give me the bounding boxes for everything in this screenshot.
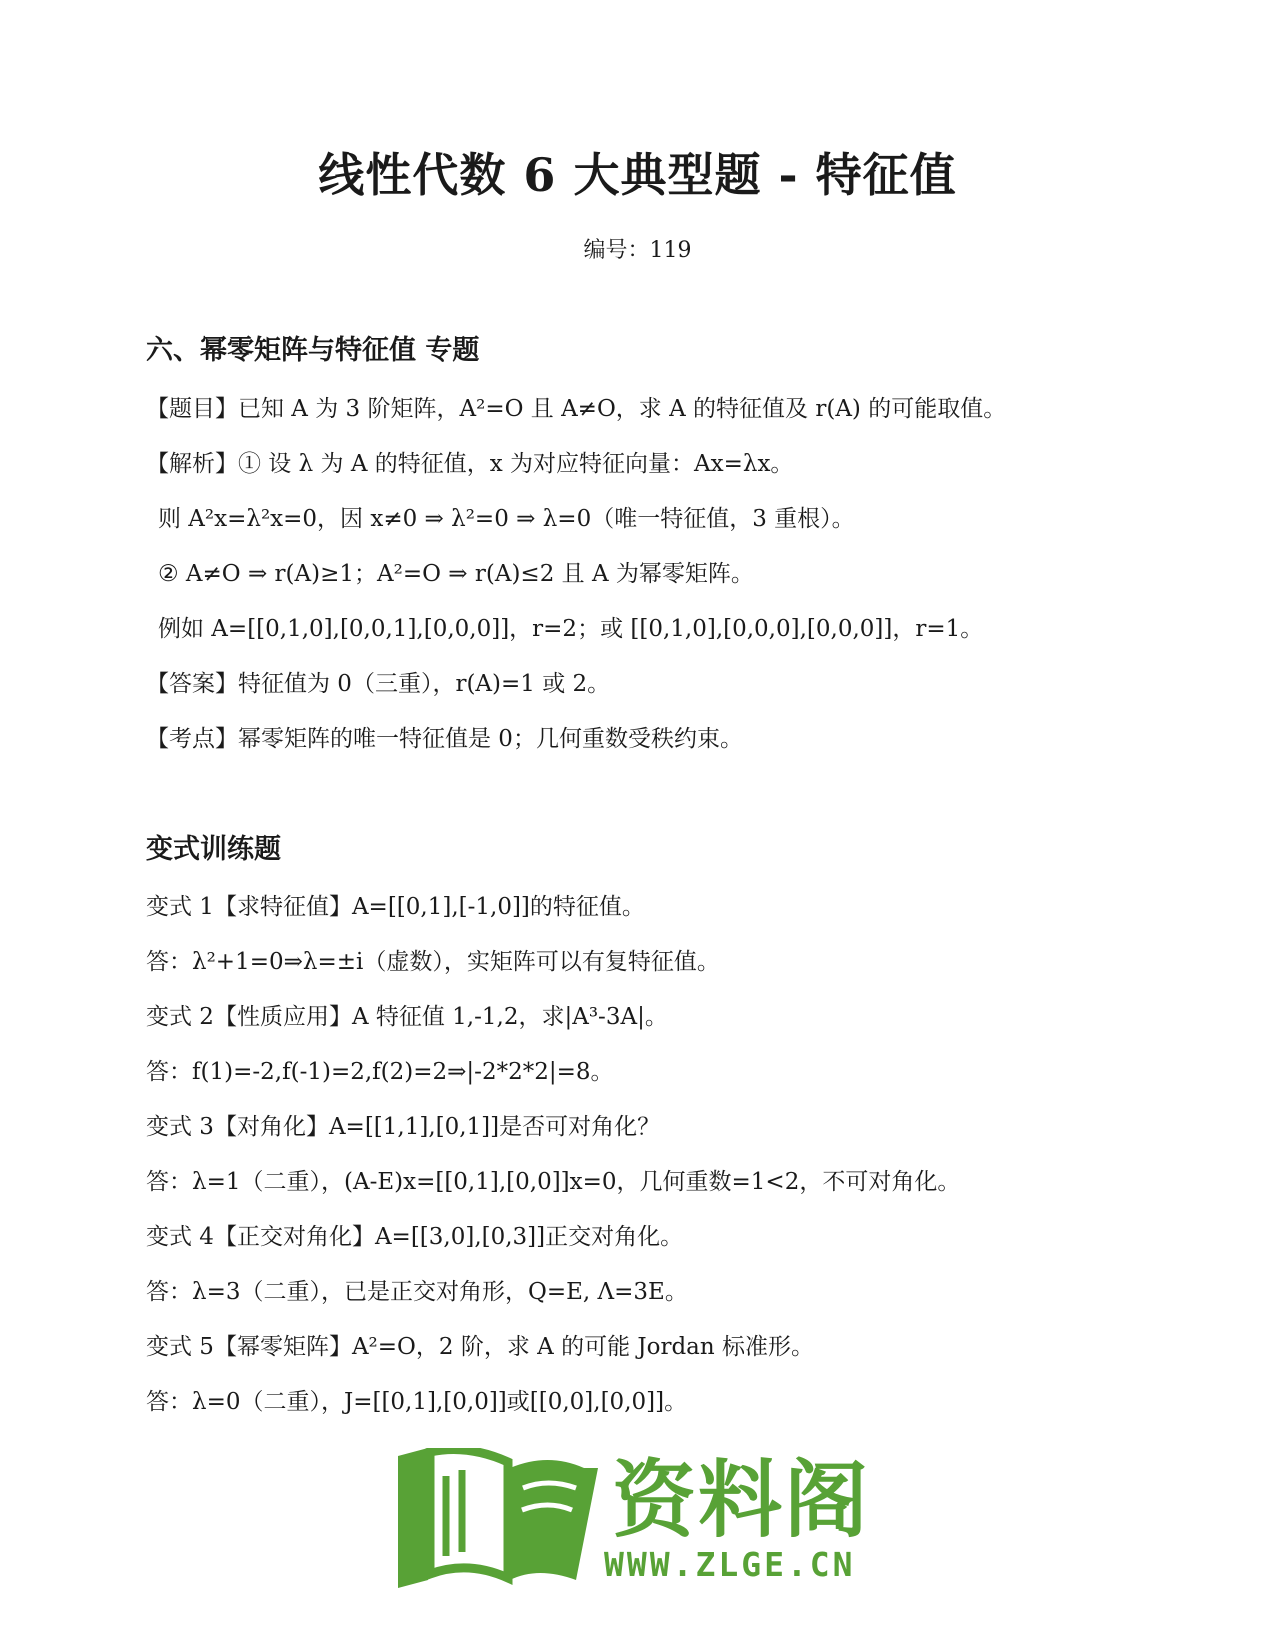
variant-2-question: 变式 2【性质应用】A 特征值 1,-1,2，求|A³-3A|。 xyxy=(146,1004,668,1030)
variant-2-answer: 答：f(1)=-2,f(-1)=2,f(2)=2⇒|-2*2*2|=8。 xyxy=(146,1059,614,1085)
variant-3-answer: 答：λ=1（二重），(A-E)x=[[0,1],[0,0]]x=0，几何重数=1<2，不可对角化。 xyxy=(146,1169,961,1195)
analysis-step-1-cont: 则 A²x=λ²x=0，因 x≠0 ⇒ λ²=0 ⇒ λ=0（唯一特征值，3 重根）。 xyxy=(158,506,855,532)
problem-statement: 【题目】已知 A 为 3 阶矩阵，A²=O 且 A≠O，求 A 的特征值及 r(A) 的可能取值。 xyxy=(146,396,1007,422)
page-title: 线性代数 6 大典型题 - 特征值 xyxy=(318,148,957,202)
watermark-url: WWW.ZLGE.CN xyxy=(604,1545,856,1584)
analysis-example: 例如 A=[[0,1,0],[0,0,1],[0,0,0]]，r=2；或 [[0,1,0],[0,0,0],[0,0,0]]，r=1。 xyxy=(158,616,984,642)
analysis-step-2: ② A≠O ⇒ r(A)≥1；A²=O ⇒ r(A)≤2 且 A 为幂零矩阵。 xyxy=(158,561,754,587)
key-point-line: 【考点】幂零矩阵的唯一特征值是 0；几何重数受秩约束。 xyxy=(146,726,743,752)
analysis-step-1: 【解析】① 设 λ 为 A 的特征值，x 为对应特征向量：Ax=λx。 xyxy=(146,451,794,477)
section-heading-variants: 变式训练题 xyxy=(146,834,281,865)
variant-4-answer: 答：λ=3（二重），已是正交对角形，Q=E, Λ=3E。 xyxy=(146,1279,688,1305)
variant-4-question: 变式 4【正交对角化】A=[[3,0],[0,3]]正交对角化。 xyxy=(146,1224,684,1250)
section-heading-nilpotent: 六、幂零矩阵与特征值 专题 xyxy=(146,335,480,366)
variant-1-question: 变式 1【求特征值】A=[[0,1],[-1,0]]的特征值。 xyxy=(146,894,645,920)
variant-3-question: 变式 3【对角化】A=[[1,1],[0,1]]是否可对角化？ xyxy=(146,1114,661,1140)
variant-1-answer: 答：λ²+1=0⇒λ=±i（虚数），实矩阵可以有复特征值。 xyxy=(146,949,720,975)
serial-number: 编号：119 xyxy=(583,238,692,263)
watermark-brand: 资料阁 xyxy=(612,1451,871,1549)
variant-5-answer: 答：λ=0（二重），J=[[0,1],[0,0]]或[[0,0],[0,0]]。 xyxy=(146,1389,688,1415)
answer-line: 【答案】特征值为 0（三重），r(A)=1 或 2。 xyxy=(146,671,611,697)
variant-5-question: 变式 5【幂零矩阵】A²=O，2 阶，求 A 的可能 Jordan 标准形。 xyxy=(146,1334,815,1360)
